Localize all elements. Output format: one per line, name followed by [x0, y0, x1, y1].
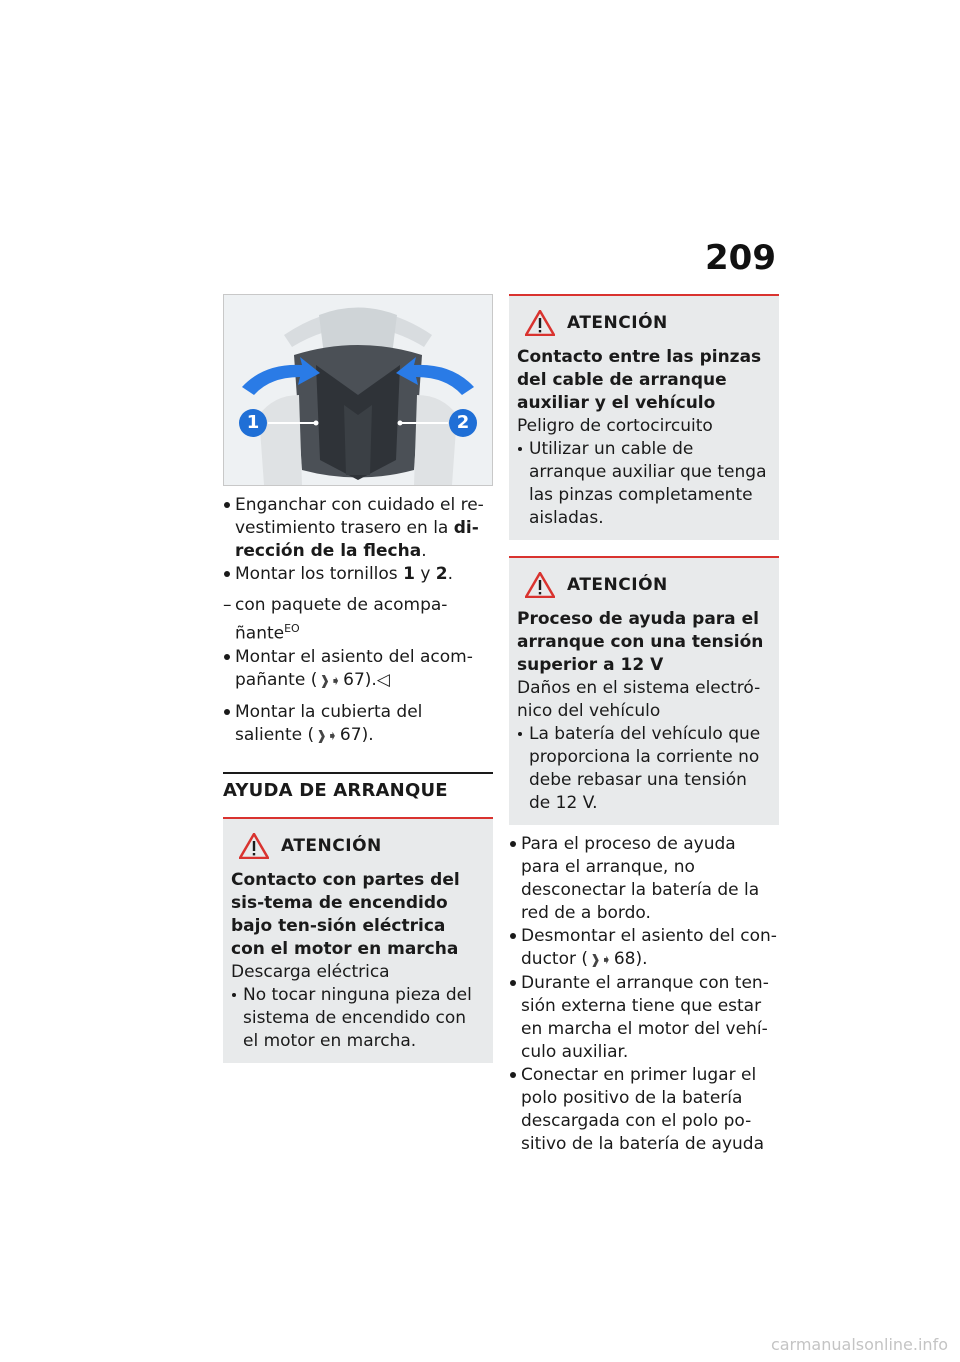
option-line: – con paquete de acompa-ñante$^{EO}$: [223, 595, 448, 644]
watermark: carmanualsonline.info: [770, 1335, 948, 1354]
end-marker-icon: ◁: [376, 669, 390, 690]
warning-title: ATENCIÓN: [567, 575, 668, 595]
warning-actions: [231, 984, 485, 1053]
list-item: Para el proceso de ayuda para el arranque, no desconectar la batería de la red de a bordo.: [509, 833, 779, 925]
page-number: 209: [705, 238, 776, 278]
list-item: No tocar ninguna pieza del sistema de encendido con el motor en marcha.: [231, 984, 485, 1053]
left-column: [223, 294, 493, 1063]
warning-triangle-icon: [525, 572, 555, 598]
warning-cause: Daños en el sistema electró-nico del vehículo: [517, 678, 761, 721]
warning-box: [509, 556, 779, 825]
list-item: Durante el arranque con ten-sión externa tiene que estar en marcha el motor del vehí-culo auxiliar.: [509, 972, 779, 1064]
warning-title: ATENCIÓN: [281, 835, 382, 856]
list-item: La batería del vehículo que proporciona la corriente no debe rebasar una tensión de 12 V.: [517, 723, 771, 815]
warning-triangle-icon: [525, 310, 555, 336]
warning-box: [223, 817, 493, 1063]
warning-title: ATENCIÓN: [567, 313, 668, 333]
instruction-list: [223, 494, 493, 586]
page-reference-icon: ❱➧: [316, 728, 338, 744]
list-item: Montar la cubierta del saliente ( ❱➧ 67).: [223, 701, 493, 748]
warning-subject: Proceso de ayuda para el arranque con una tensión superior a 12 V: [517, 609, 764, 675]
warning-cause: Descarga eléctrica: [231, 961, 390, 982]
warning-box: [509, 294, 779, 540]
page-reference-icon: ❱➧: [590, 953, 612, 968]
warning-triangle-icon: [239, 833, 269, 859]
warning-subject: Contacto entre las pinzas del cable de arranque auxiliar y el vehículo: [517, 347, 762, 413]
callout-2: 2: [449, 409, 477, 437]
list-item: Montar el asiento del acom-pañante ( ❱➧ 67).◁: [223, 646, 493, 693]
warning-subject: Contacto con partes del sis-tema de encendido bajo ten-sión eléctrica con el motor en marcha: [231, 869, 460, 959]
warning-cause: Peligro de cortocircuito: [517, 416, 713, 436]
list-item: Montar los tornillos 1 y 2.: [223, 563, 493, 586]
list-item: Utilizar un cable de arranque auxiliar que tenga las pinzas completamente aisladas.: [517, 438, 771, 530]
seat-cover-figure: [223, 294, 493, 486]
right-column: [509, 294, 779, 1156]
section-heading: AYUDA DE ARRANQUE: [223, 772, 493, 801]
instruction-list: [509, 833, 779, 1156]
list-item: Enganchar con cuidado el re-vestimiento trasero en la di-rección de la flecha.: [223, 494, 493, 563]
page-reference-icon: ❱➧: [319, 673, 342, 689]
warning-actions: [517, 723, 771, 815]
list-item: Conectar en primer lugar el polo positivo de la batería descargada con el polo po-sitivo de la batería de ayuda: [509, 1064, 779, 1156]
list-item: Desmontar el asiento del con-ductor ( ❱➧ 68).: [509, 925, 779, 972]
motorcycle-rear-illustration: [224, 295, 492, 485]
instruction-list-2: [223, 646, 493, 748]
warning-actions: [517, 438, 771, 530]
callout-1: 1: [239, 409, 267, 437]
